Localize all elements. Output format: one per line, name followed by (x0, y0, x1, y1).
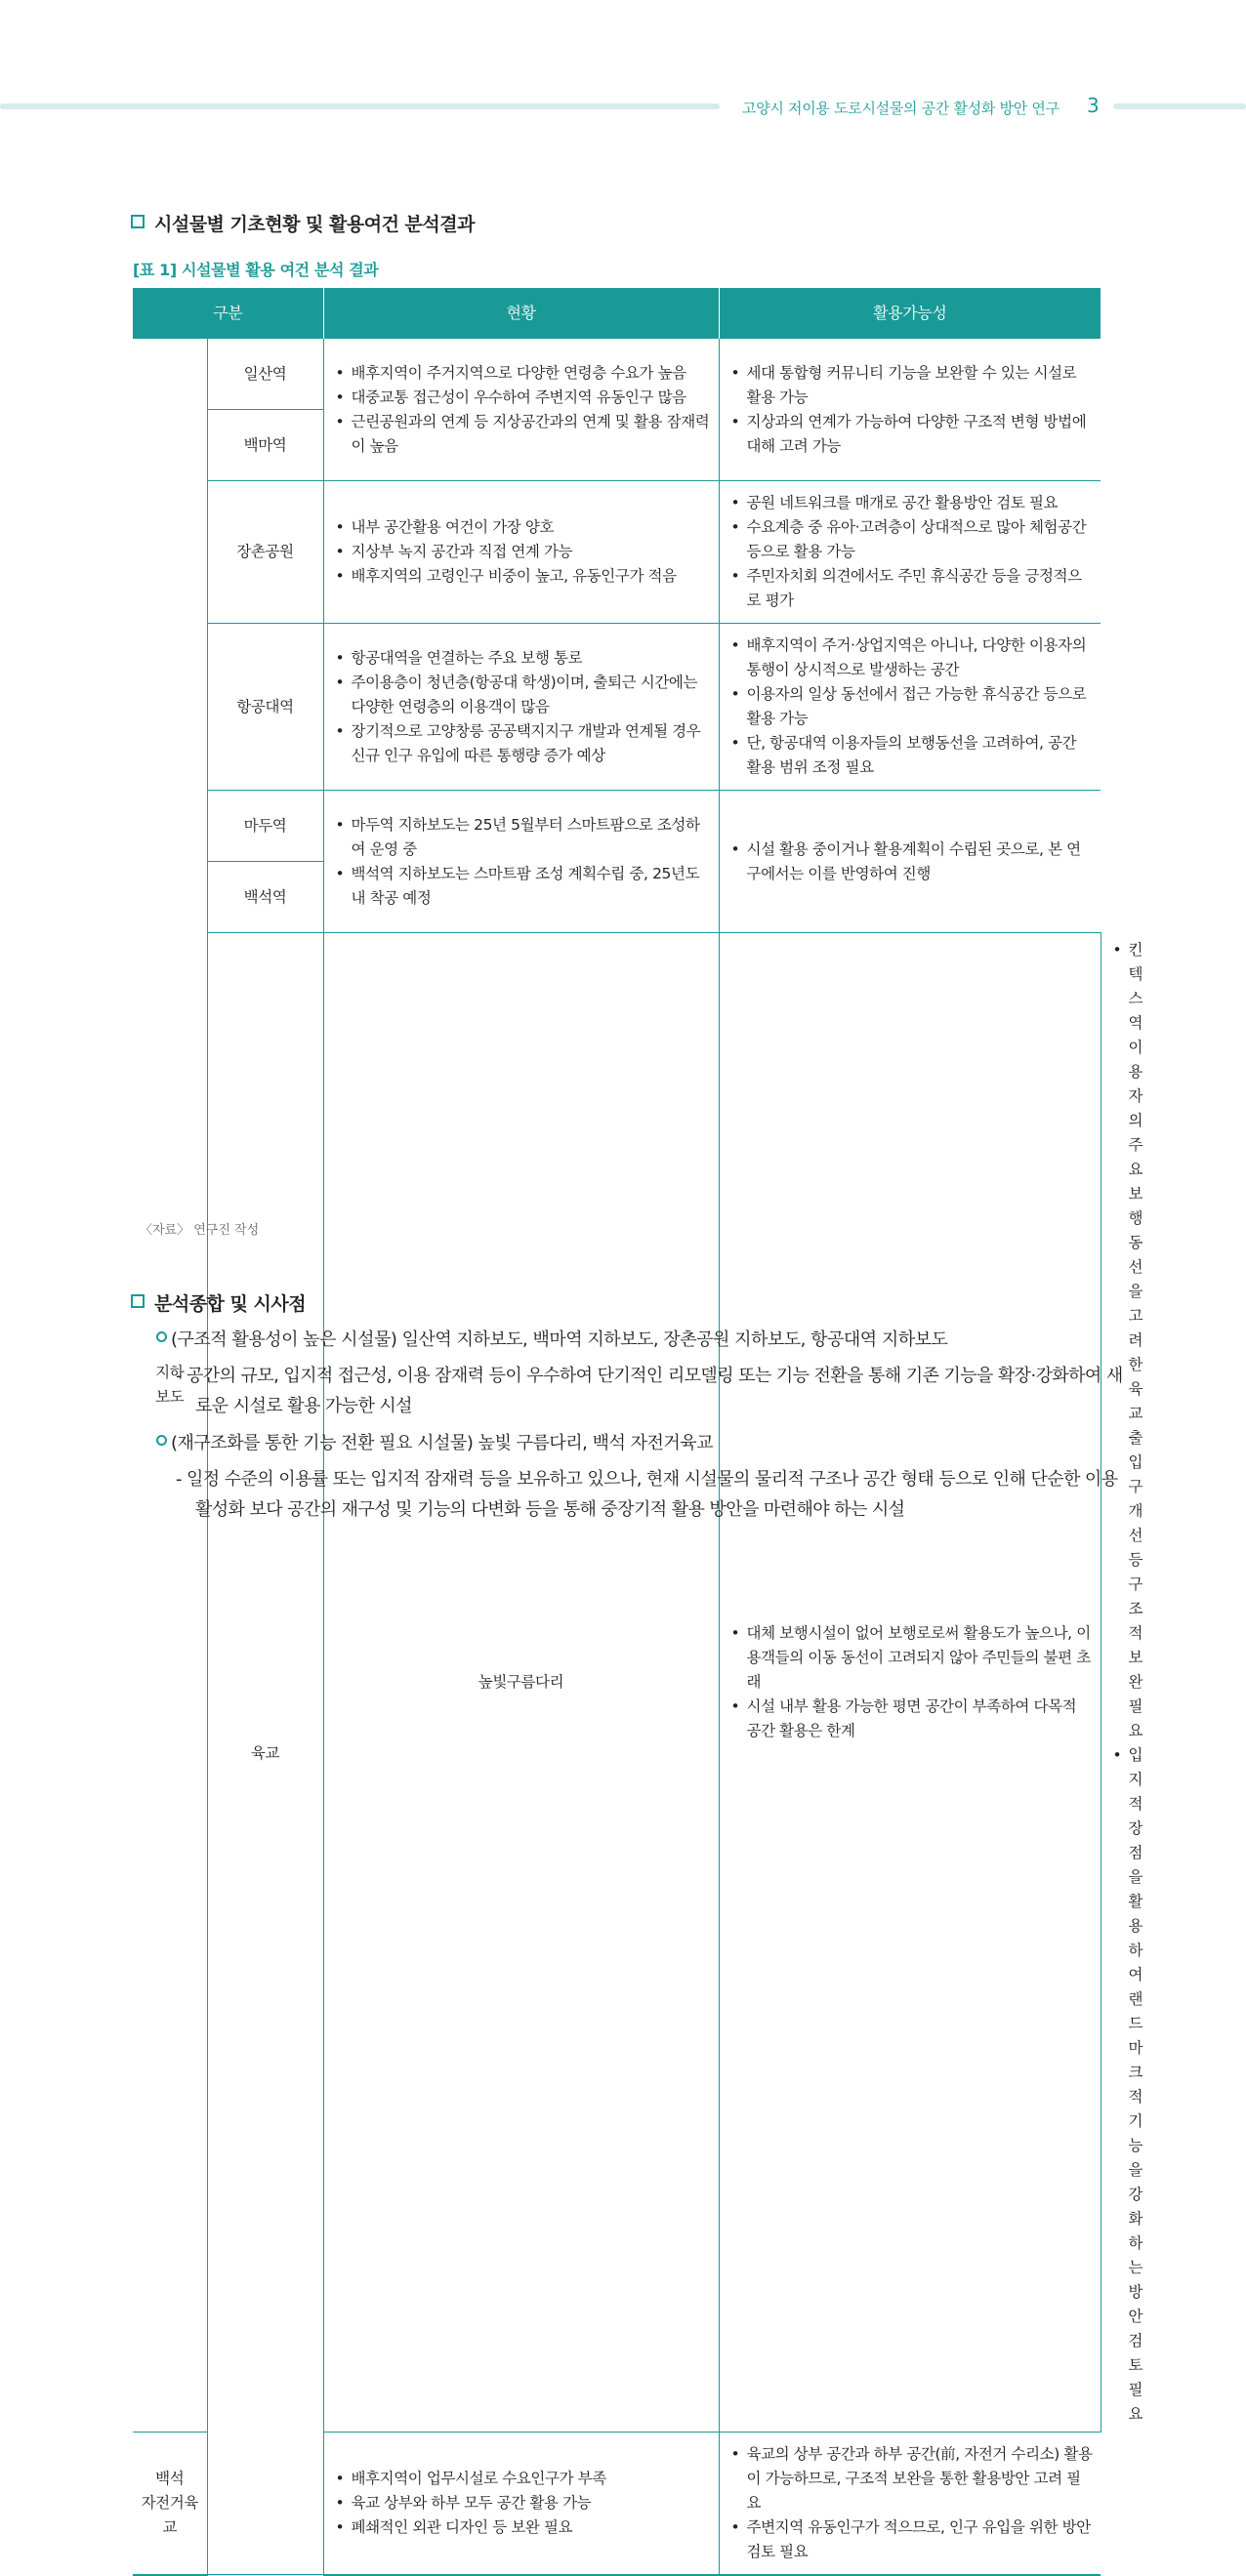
summary-heading-text: (재구조화를 통한 기능 전환 필요 시설물) 높빛 구름다리, 백석 자전거육교 (171, 1433, 714, 1453)
list-item: • 주민자치회 의견에서도 주민 휴식공간 등을 긍정적으로 평가 (731, 564, 1094, 613)
facility-name: 백석역 (207, 862, 323, 933)
table-row (133, 933, 1101, 2433)
status-list (336, 361, 711, 459)
header-rule-left (0, 103, 720, 109)
list-item: • 대체 보행시설이 없어 보행로로써 활용도가 높으나, 이용객들의 이동 동선이 고려되지 않아 주민들의 불편 초래 (731, 1621, 1093, 1695)
list-item: • 백석역 지하보도는 스마트팜 조성 계획수립 중, 25년도 내 착공 예정 (336, 862, 711, 911)
facility-name: 일산역 (207, 339, 323, 410)
facility-name: 백마역 (207, 410, 323, 481)
list-item: • 시설 활용 중이거나 활용계획이 수립된 곳으로, 본 연구에서는 이를 반영하여 진행 (731, 838, 1094, 886)
circle-bullet-icon (156, 1435, 167, 1446)
list-item: • 주변지역 유동인구가 적으므로, 인구 유입을 위한 방안 검토 필요 (731, 2515, 1094, 2564)
summary-heading-2 (156, 1429, 713, 1454)
list-item: • 배후지역이 주거·상업지역은 아니나, 다양한 이용자의 통행이 상시적으로 발생하는 공간 (731, 634, 1094, 682)
circle-bullet-icon (156, 1331, 167, 1342)
facility-name: 높빛구름다리 (323, 933, 719, 2433)
table-row (133, 339, 1101, 410)
table-caption: [표 1] 시설물별 활용 여건 분석 결과 (133, 261, 379, 279)
potential-list (731, 838, 1094, 886)
list-item: • 육교의 상부 공간과 하부 공간(前, 자전거 수리소) 활용이 가능하므로, 구조적 보완을 통한 활용방안 고려 필요 (731, 2442, 1094, 2515)
list-item: • 마두역 지하보도는 25년 5월부터 스마트팜으로 조성하여 운영 중 (336, 813, 711, 862)
running-title: 고양시 저이용 도로시설물의 공간 활성화 방안 연구 (742, 100, 1059, 117)
category-overpass: 육교 (207, 933, 323, 2575)
header-status: 현황 (323, 288, 719, 339)
status-cell (323, 339, 719, 481)
list-item: • 육교 상부와 하부 모두 공간 활용 가능 (336, 2491, 711, 2515)
status-cell (323, 791, 719, 933)
list-item: • 킨텍스역 이용자의 주요 보행동선을 고려한 육교 출입구 개선 등 구조적 보완 필요 (1113, 938, 1129, 1743)
list-item: • 배후지역이 주거지역으로 다양한 연령층 수요가 높음 (336, 361, 711, 386)
square-bullet-icon (131, 1294, 145, 1308)
status-list (336, 813, 711, 911)
list-item: • 주이용층이 청년층(항공대 학생)이며, 출퇴근 시간에는 다양한 연령층의 이용객이 많음 (336, 671, 711, 719)
status-list (336, 2467, 711, 2540)
potential-list (731, 361, 1094, 459)
status-cell (323, 481, 719, 624)
list-item: • 공원 네트워크를 매개로 공간 활용방안 검토 필요 (731, 491, 1094, 515)
table-row (133, 624, 1101, 791)
section-title-summary (131, 1289, 306, 1316)
potential-list (731, 491, 1094, 613)
section-title-text: 분석종합 및 시사점 (154, 1293, 307, 1315)
status-cell (719, 933, 1101, 2433)
list-item: • 배후지역이 업무시설로 수요인구가 부족 (336, 2467, 711, 2491)
section-title-analysis (131, 210, 475, 236)
potential-list (731, 2442, 1094, 2564)
potential-cell (719, 2433, 1101, 2575)
potential-list (731, 634, 1094, 780)
table-row (133, 481, 1101, 624)
list-item: • 세대 통합형 커뮤니티 기능을 보완할 수 있는 시설로 활용 가능 (731, 361, 1094, 410)
category-underpass: 지하 보도 (133, 339, 207, 2433)
list-item: • 내부 공간활용 여건이 가장 양호 (336, 515, 711, 540)
potential-cell (719, 791, 1101, 933)
list-item: • 배후지역의 고령인구 비중이 높고, 유동인구가 적음 (336, 564, 711, 589)
square-bullet-icon (131, 215, 145, 228)
list-item: • 지상부 녹지 공간과 직접 연계 가능 (336, 540, 711, 564)
table-row (133, 791, 1101, 862)
status-list (336, 515, 711, 589)
list-item: • 단, 항공대역 이용자들의 보행동선을 고려하여, 공간 활용 범위 조정 필요 (731, 731, 1094, 780)
list-item: • 장기적으로 고양창릉 공공택지지구 개발과 연계될 경우 신규 인구 유입에 따른 통행량 증가 예상 (336, 719, 711, 768)
list-item: • 시설 내부 활용 가능한 평면 공간이 부족하여 다목적 공간 활용은 한계 (731, 1695, 1093, 1743)
list-item: • 수요계층 중 유아·고려층이 상대적으로 많아 체험공간 등으로 활용 가능 (731, 515, 1094, 564)
facility-name: 항공대역 (207, 624, 323, 791)
summary-heading-text: (구조적 활용성이 높은 시설물) 일산역 지하보도, 백마역 지하보도, 장촌공원 지하보도, 항공대역 지하보도 (171, 1329, 948, 1350)
list-item: • 항공대역을 연결하는 주요 보행 통로 (336, 646, 711, 671)
summary-heading-1 (156, 1326, 947, 1351)
page-number: 3 (1087, 94, 1100, 117)
summary-detail-2: - 일정 수준의 이용률 또는 입지적 잠재력 등을 보유하고 있으나, 현재 시설물의 물리적 구조나 공간 형태 등으로 인해 단순한 이용 활성화 보다 공간의 재구성 및 기능의 다변화 등을 통해 중장기적 활용 방안을 마련해야 하는 시설 (176, 1469, 1118, 1520)
header-rule-right (1113, 103, 1246, 109)
table-header-row (133, 288, 1101, 339)
header-potential: 활용가능성 (719, 288, 1101, 339)
list-item: • 입지적 장점을 활용하여 랜드마크적 기능을 강화하는 방안 검토 필요 (1113, 1743, 1129, 2427)
status-cell (323, 2433, 719, 2575)
status-cell (323, 624, 719, 791)
status-list (336, 646, 711, 768)
potential-cell (719, 624, 1101, 791)
list-item: • 지상과의 연계가 가능하여 다양한 구조적 변형 방법에 대해 고려 가능 (731, 410, 1094, 459)
status-list (731, 1621, 1093, 1743)
facility-name: 장촌공원 (207, 481, 323, 624)
summary-detail-1: - 공간의 규모, 입지적 접근성, 이용 잠재력 등이 우수하여 단기적인 리모델링 또는 기능 전환을 통해 기존 기능을 확장·강화하여 새로운 시설로 활용 가능한 시설 (176, 1366, 1123, 1416)
table-source-note: 〈자료〉 연구진 작성 (140, 1223, 260, 1238)
section-title-text: 시설물별 기초현황 및 활용여건 분석결과 (154, 214, 475, 235)
list-item: • 근린공원과의 연계 등 지상공간과의 연계 및 활용 잠재력이 높음 (336, 410, 711, 459)
facility-name: 마두역 (207, 791, 323, 862)
facility-name: 백석 자전거육교 (133, 2433, 207, 2575)
potential-cell (719, 481, 1101, 624)
potential-cell (719, 339, 1101, 481)
list-item: • 이용자의 일상 동선에서 접근 가능한 휴식공간 등으로 활용 가능 (731, 682, 1094, 731)
list-item: • 폐쇄적인 외관 디자인 등 보완 필요 (336, 2515, 711, 2540)
list-item: • 대중교통 접근성이 우수하여 주변지역 유동인구 많음 (336, 386, 711, 410)
header-category: 구분 (133, 288, 323, 339)
